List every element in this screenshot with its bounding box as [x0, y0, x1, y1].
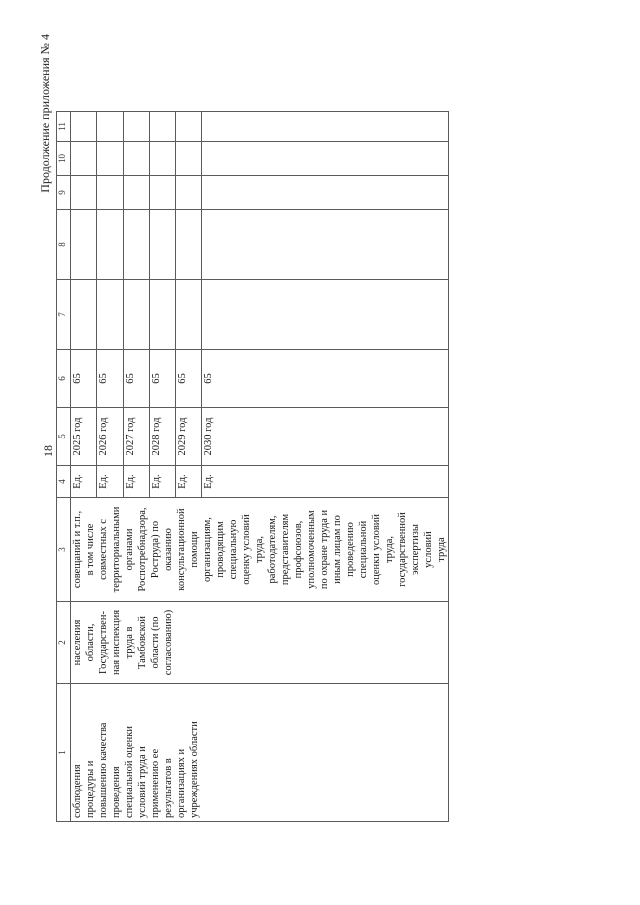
col-number: 8: [57, 210, 71, 280]
empty-cell: [97, 112, 123, 142]
unit-cell: Ед.: [97, 466, 123, 498]
unit-cell: Ед.: [202, 466, 449, 498]
value-cell: 65: [149, 350, 175, 408]
year-cell: 2029 год: [176, 408, 202, 466]
page-number: 18: [41, 445, 55, 457]
empty-cell: [176, 142, 202, 176]
empty-cell: [71, 210, 97, 280]
col-number: 4: [57, 466, 71, 498]
col-number: 10: [57, 142, 71, 176]
appendix-continuation-note: Продолжение приложения № 4: [38, 34, 52, 193]
empty-cell: [71, 142, 97, 176]
column-number-row: [57, 112, 71, 822]
year-cell: 2028 год: [149, 408, 175, 466]
value-cell: 65: [123, 350, 149, 408]
empty-cell: [97, 210, 123, 280]
empty-cell: [149, 142, 175, 176]
empty-cell: [97, 142, 123, 176]
empty-cell: [202, 176, 449, 210]
empty-cell: [123, 280, 149, 350]
unit-cell: Ед.: [176, 466, 202, 498]
empty-cell: [149, 176, 175, 210]
empty-cell: [71, 280, 97, 350]
empty-cell: [149, 280, 175, 350]
col-number: 1: [57, 684, 71, 822]
year-cell: 2027 год: [123, 408, 149, 466]
table-row: [71, 112, 97, 822]
value-cell: 65: [71, 350, 97, 408]
value-cell: 65: [97, 350, 123, 408]
col-number: 2: [57, 602, 71, 684]
event-description-cell: совещаний и т.п., в том числе совместных с территориальными органами Роспотребнадзора, Роструда) по оказанию консультационной помощи организациям, проводящим специальную оценку условий труда, работодателям, представителям профсоюзов, уполномоченным по охране труда и иным лицам по проведению специальной оценки условий труда, государственной экспертизы условий труда: [71, 498, 449, 602]
value-cell: 65: [176, 350, 202, 408]
empty-cell: [202, 210, 449, 280]
measure-description-cell: соблюдения процедуры и повышению качества проведения специальной оценки условий труда и применению ее результатов в организациях и учреждениях области: [71, 684, 449, 822]
empty-cell: [71, 176, 97, 210]
year-cell: 2025 год: [71, 408, 97, 466]
col-number: 6: [57, 350, 71, 408]
col-number: 3: [57, 498, 71, 602]
responsible-executor-cell: населения области, Государствен- ная инспекция труда в Тамбовской области (по согласованию): [71, 602, 449, 684]
empty-cell: [176, 112, 202, 142]
empty-cell: [149, 210, 175, 280]
year-cell: 2030 год: [202, 408, 449, 466]
unit-cell: Ед.: [123, 466, 149, 498]
empty-cell: [176, 210, 202, 280]
col-number: 9: [57, 176, 71, 210]
col-number: 5: [57, 408, 71, 466]
empty-cell: [176, 176, 202, 210]
empty-cell: [202, 280, 449, 350]
empty-cell: [97, 176, 123, 210]
empty-cell: [123, 142, 149, 176]
plan-table: [56, 111, 449, 822]
empty-cell: [123, 176, 149, 210]
col-number: 11: [57, 112, 71, 142]
unit-cell: Ед.: [149, 466, 175, 498]
empty-cell: [123, 112, 149, 142]
empty-cell: [97, 280, 123, 350]
unit-cell: Ед.: [71, 466, 97, 498]
empty-cell: [123, 210, 149, 280]
empty-cell: [202, 112, 449, 142]
col-number: 7: [57, 280, 71, 350]
empty-cell: [202, 142, 449, 176]
empty-cell: [149, 112, 175, 142]
empty-cell: [176, 280, 202, 350]
value-cell: 65: [202, 350, 449, 408]
year-cell: 2026 год: [97, 408, 123, 466]
empty-cell: [71, 112, 97, 142]
